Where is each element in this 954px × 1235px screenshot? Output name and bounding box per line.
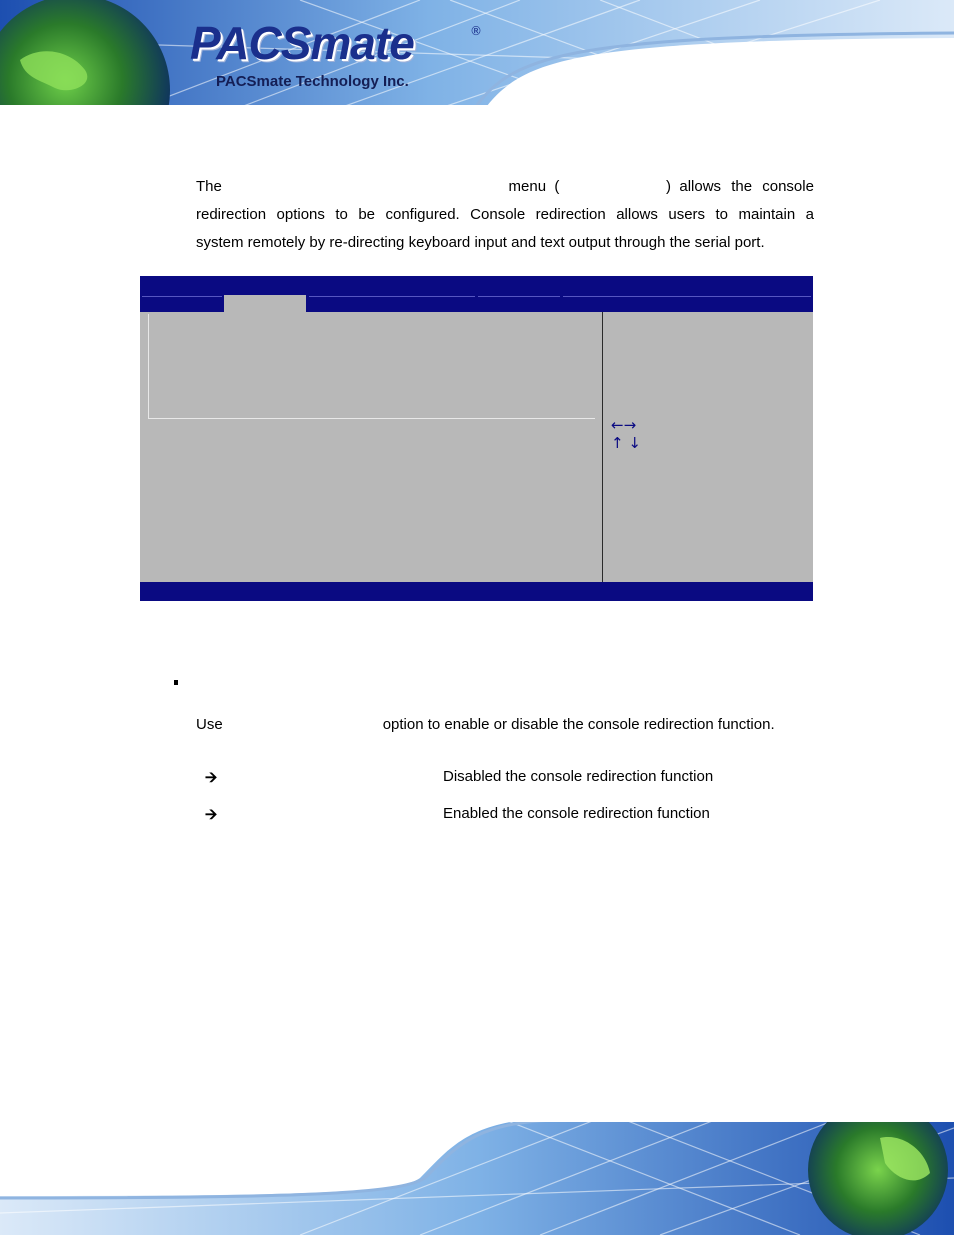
company-name: PACSmate Technology Inc. bbox=[216, 73, 409, 90]
intro-paren-open: ( bbox=[554, 178, 560, 195]
footer-banner-art bbox=[0, 1118, 954, 1235]
bios-screen bbox=[140, 276, 813, 601]
bios-tab-5[interactable] bbox=[563, 296, 811, 313]
logo-wordmark: PACSmate bbox=[190, 17, 414, 69]
usage-prefix: Use bbox=[196, 716, 223, 733]
right-arrow-icon: 🡪 bbox=[205, 805, 218, 823]
intro-paragraph bbox=[196, 173, 814, 257]
bios-settings-group bbox=[148, 314, 595, 419]
bios-title-bar bbox=[140, 276, 813, 294]
intro-line-1 bbox=[196, 173, 814, 201]
bios-tab-active[interactable] bbox=[224, 295, 306, 313]
usage-suffix: option to enable or disable the console redirection function. bbox=[382, 716, 775, 733]
intro-paren-close: ) bbox=[666, 178, 672, 195]
intro-word-menu: menu bbox=[508, 178, 547, 195]
up-down-arrow-icon: ↑ ↓ bbox=[611, 434, 641, 452]
header-banner bbox=[0, 0, 954, 115]
option-desc-enabled: Enabled the console redirection function bbox=[443, 805, 710, 822]
registered-mark: ® bbox=[470, 24, 482, 38]
bios-footer-bar bbox=[140, 582, 813, 601]
intro-line-2: redirection options to be configured. Console redirection allows users to maintain a bbox=[196, 206, 814, 223]
bios-help-panel bbox=[603, 312, 813, 582]
intro-line-1-rest: allows the console bbox=[679, 178, 814, 195]
bios-tab-1[interactable] bbox=[142, 296, 222, 313]
bios-settings-panel bbox=[140, 312, 602, 582]
bios-tab-bar bbox=[140, 294, 813, 312]
intro-line-3: system remotely by re-directing keyboard input and text output through the serial port. bbox=[196, 234, 765, 251]
intro-word-the: The bbox=[196, 178, 222, 195]
bullet-square-icon bbox=[174, 680, 178, 685]
bios-tab-4[interactable] bbox=[478, 296, 560, 313]
left-right-arrow-icon: ←→ bbox=[611, 416, 637, 434]
bios-tab-3[interactable] bbox=[309, 296, 475, 313]
header-banner-art bbox=[0, 0, 954, 115]
option-usage-line bbox=[196, 715, 775, 735]
right-arrow-icon: 🡪 bbox=[205, 768, 218, 786]
footer-banner bbox=[0, 1118, 954, 1235]
option-desc-disabled: Disabled the console redirection function bbox=[443, 768, 714, 785]
